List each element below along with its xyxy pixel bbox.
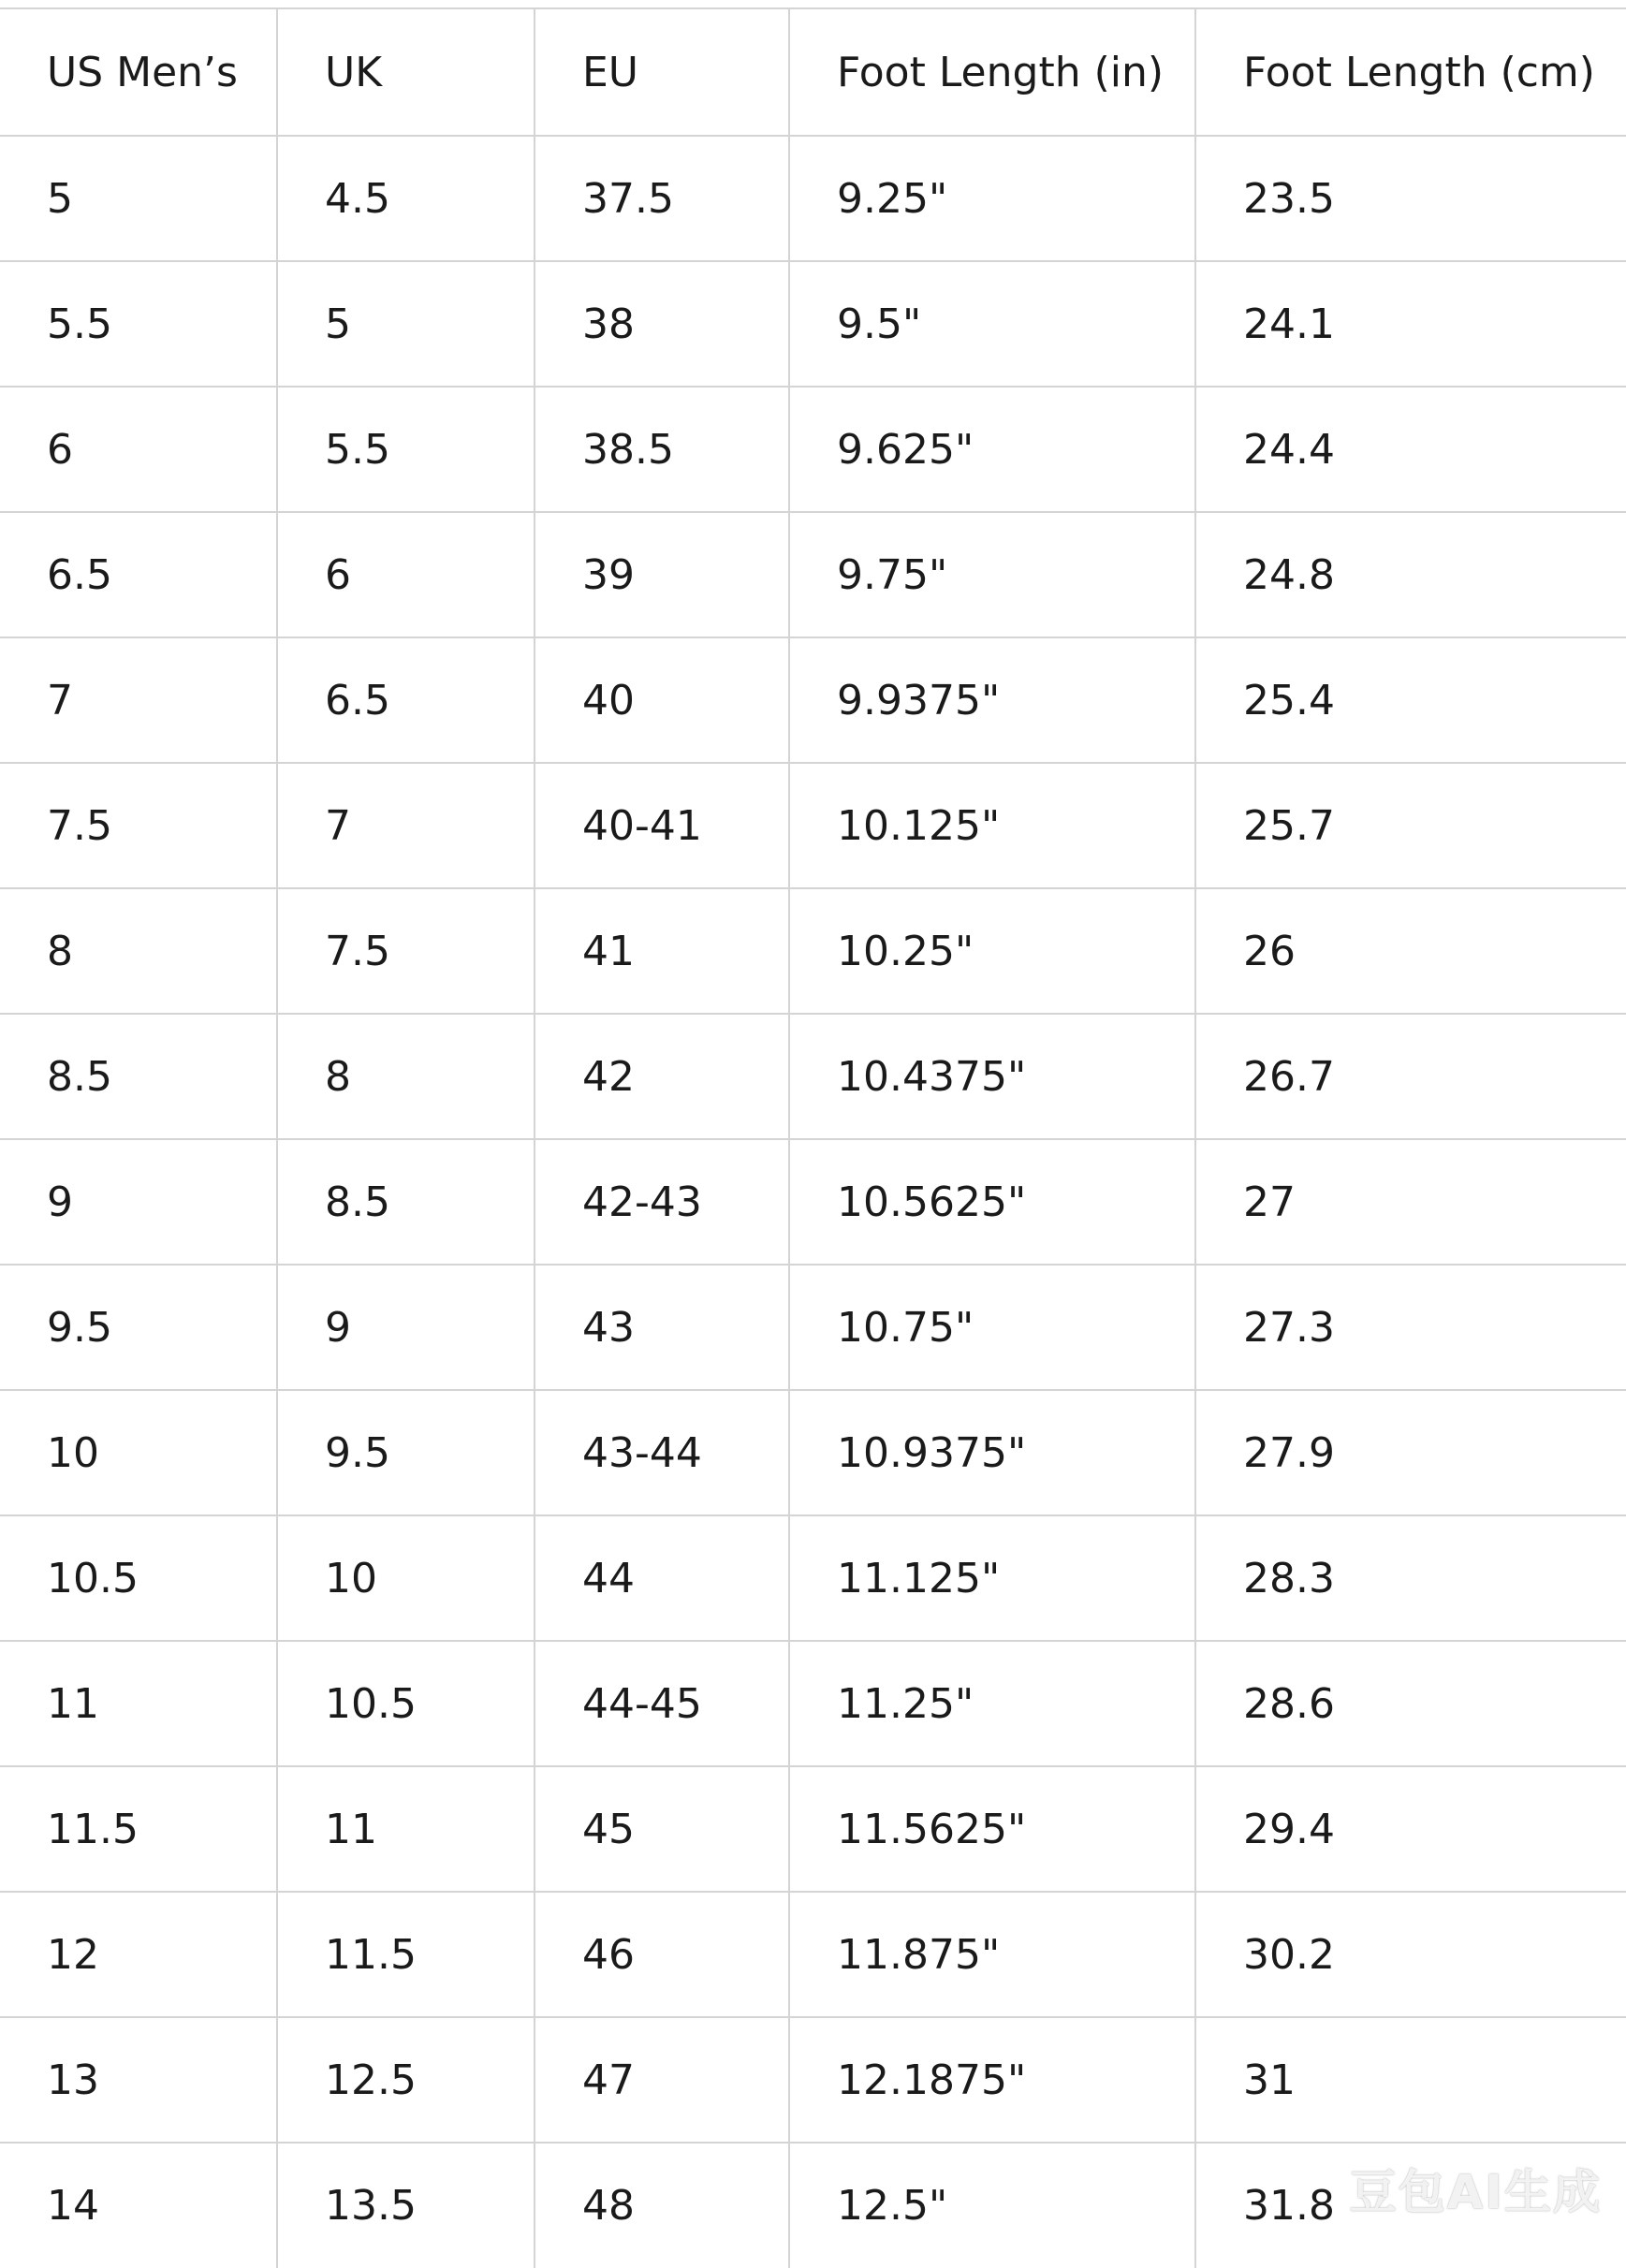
table-row: [0, 1766, 1626, 1892]
table-row: [0, 1641, 1626, 1766]
cell-us-mens: 13: [0, 2017, 277, 2143]
cell-us-mens: 11.5: [0, 1766, 277, 1892]
cell-foot-length-cm: 23.5: [1195, 136, 1626, 261]
cell-foot-length-in: 9.9375": [789, 637, 1195, 763]
cell-uk: 7: [277, 763, 535, 888]
table-row: [0, 512, 1626, 637]
cell-eu: 39: [535, 512, 789, 637]
cell-foot-length-in: 10.9375": [789, 1390, 1195, 1515]
size-chart-table: [0, 7, 1626, 2268]
cell-foot-length-cm: 30.2: [1195, 1892, 1626, 2017]
cell-foot-length-in: 11.875": [789, 1892, 1195, 2017]
cell-uk: 12.5: [277, 2017, 535, 2143]
table-body: [0, 136, 1626, 2268]
cell-foot-length-cm: 29.4: [1195, 1766, 1626, 1892]
cell-eu: 44: [535, 1515, 789, 1641]
table-row: [0, 136, 1626, 261]
cell-uk: 11: [277, 1766, 535, 1892]
cell-foot-length-in: 10.4375": [789, 1014, 1195, 1139]
cell-us-mens: 12: [0, 1892, 277, 2017]
cell-uk: 6.5: [277, 637, 535, 763]
cell-foot-length-cm: 24.8: [1195, 512, 1626, 637]
cell-eu: 45: [535, 1766, 789, 1892]
table-row: [0, 888, 1626, 1014]
cell-foot-length-in: 9.625": [789, 387, 1195, 512]
cell-eu: 43: [535, 1265, 789, 1390]
cell-foot-length-in: 11.25": [789, 1641, 1195, 1766]
cell-us-mens: 11: [0, 1641, 277, 1766]
cell-us-mens: 7: [0, 637, 277, 763]
cell-uk: 10: [277, 1515, 535, 1641]
cell-foot-length-in: 9.75": [789, 512, 1195, 637]
table-row: [0, 261, 1626, 387]
cell-foot-length-cm: 28.6: [1195, 1641, 1626, 1766]
cell-foot-length-in: 9.25": [789, 136, 1195, 261]
cell-uk: 11.5: [277, 1892, 535, 2017]
cell-eu: 41: [535, 888, 789, 1014]
cell-us-mens: 6.5: [0, 512, 277, 637]
cell-eu: 37.5: [535, 136, 789, 261]
cell-eu: 48: [535, 2143, 789, 2268]
table-row: [0, 387, 1626, 512]
header-us-mens: US Men’s: [0, 8, 277, 136]
header-foot-length-cm: Foot Length (cm): [1195, 8, 1626, 136]
cell-uk: 7.5: [277, 888, 535, 1014]
cell-uk: 9.5: [277, 1390, 535, 1515]
table-row: [0, 763, 1626, 888]
cell-foot-length-in: 12.1875": [789, 2017, 1195, 2143]
table-row: [0, 1892, 1626, 2017]
cell-eu: 42-43: [535, 1139, 789, 1265]
cell-eu: 43-44: [535, 1390, 789, 1515]
cell-foot-length-cm: 24.4: [1195, 387, 1626, 512]
cell-foot-length-in: 10.25": [789, 888, 1195, 1014]
table-row: [0, 637, 1626, 763]
cell-eu: 40-41: [535, 763, 789, 888]
cell-eu: 42: [535, 1014, 789, 1139]
cell-foot-length-in: 10.5625": [789, 1139, 1195, 1265]
cell-us-mens: 10: [0, 1390, 277, 1515]
cell-uk: 4.5: [277, 136, 535, 261]
cell-foot-length-cm: 27.9: [1195, 1390, 1626, 1515]
cell-us-mens: 8.5: [0, 1014, 277, 1139]
cell-us-mens: 6: [0, 387, 277, 512]
cell-foot-length-cm: 26.7: [1195, 1014, 1626, 1139]
table-row: [0, 1515, 1626, 1641]
cell-us-mens: 5: [0, 136, 277, 261]
cell-uk: 9: [277, 1265, 535, 1390]
table-row: [0, 1014, 1626, 1139]
cell-eu: 44-45: [535, 1641, 789, 1766]
watermark-text: 豆包AI生成: [1349, 2165, 1602, 2219]
cell-foot-length-cm: 27.3: [1195, 1265, 1626, 1390]
cell-uk: 5.5: [277, 387, 535, 512]
cell-foot-length-cm: 28.3: [1195, 1515, 1626, 1641]
cell-foot-length-in: 10.125": [789, 763, 1195, 888]
header-uk: UK: [277, 8, 535, 136]
cell-foot-length-in: 10.75": [789, 1265, 1195, 1390]
cell-uk: 10.5: [277, 1641, 535, 1766]
cell-foot-length-cm: 27: [1195, 1139, 1626, 1265]
cell-foot-length-in: 11.125": [789, 1515, 1195, 1641]
cell-uk: 8: [277, 1014, 535, 1139]
cell-us-mens: 8: [0, 888, 277, 1014]
cell-us-mens: 7.5: [0, 763, 277, 888]
table-row: [0, 2017, 1626, 2143]
cell-foot-length-cm: 25.7: [1195, 763, 1626, 888]
cell-eu: 47: [535, 2017, 789, 2143]
header-eu: EU: [535, 8, 789, 136]
header-foot-length-in: Foot Length (in): [789, 8, 1195, 136]
cell-us-mens: 10.5: [0, 1515, 277, 1641]
header-row: [0, 8, 1626, 136]
table-row: [0, 2143, 1626, 2268]
cell-foot-length-in: 11.5625": [789, 1766, 1195, 1892]
cell-foot-length-in: 12.5": [789, 2143, 1195, 2268]
cell-uk: 8.5: [277, 1139, 535, 1265]
cell-uk: 5: [277, 261, 535, 387]
cell-foot-length-in: 9.5": [789, 261, 1195, 387]
cell-foot-length-cm: 26: [1195, 888, 1626, 1014]
cell-foot-length-cm: 25.4: [1195, 637, 1626, 763]
table-row: [0, 1265, 1626, 1390]
cell-us-mens: 14: [0, 2143, 277, 2268]
cell-us-mens: 9.5: [0, 1265, 277, 1390]
cell-us-mens: 5.5: [0, 261, 277, 387]
cell-foot-length-cm: 31.8: [1243, 2182, 1335, 2230]
cell-eu: 46: [535, 1892, 789, 2017]
cell-eu: 38: [535, 261, 789, 387]
cell-eu: 40: [535, 637, 789, 763]
cell-foot-length-cm: 24.1: [1195, 261, 1626, 387]
cell-eu: 38.5: [535, 387, 789, 512]
table-row: [0, 1139, 1626, 1265]
cell-us-mens: 9: [0, 1139, 277, 1265]
table-row: [0, 1390, 1626, 1515]
cell-foot-length-cm: 31: [1195, 2017, 1626, 2143]
cell-uk: 13.5: [277, 2143, 535, 2268]
cell-uk: 6: [277, 512, 535, 637]
